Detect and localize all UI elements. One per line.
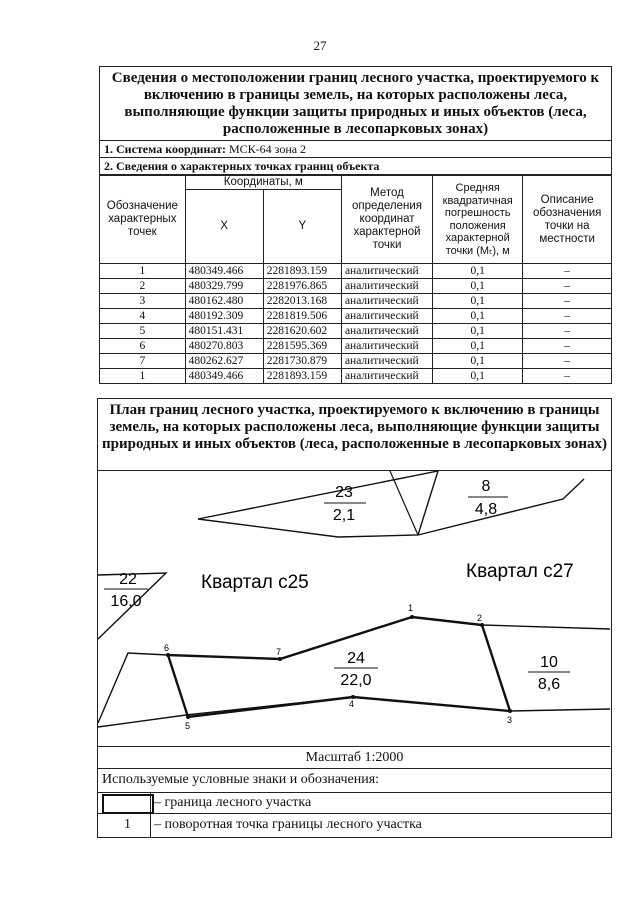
legend-divider	[150, 792, 151, 837]
turning-point-7-label: 7	[276, 647, 282, 657]
cell-description: –	[523, 339, 611, 354]
cell-description: –	[523, 264, 611, 279]
parcel-23-area: 2,1	[332, 507, 356, 524]
parcel-10-number: 10	[540, 654, 558, 671]
cell-x: 480262.627	[185, 354, 263, 369]
turning-point-6-label: 6	[164, 643, 170, 653]
cell-x: 480349.466	[185, 369, 263, 384]
cell-method: аналитический	[341, 279, 432, 294]
points-header: 2. Сведения о характерных точках границ объекта	[100, 158, 611, 175]
turning-point-3-label: 3	[507, 715, 513, 725]
table-row	[100, 369, 611, 384]
cell-method: аналитический	[341, 354, 432, 369]
table-row	[100, 324, 611, 339]
cell-point: 6	[100, 339, 185, 354]
cell-y: 2281819.506	[263, 309, 341, 324]
cell-error: 0,1	[433, 324, 523, 339]
turning-point-4-label: 4	[349, 699, 355, 709]
scale-label: Масштаб 1:2000	[98, 747, 611, 769]
cell-description: –	[523, 354, 611, 369]
cell-y: 2281620.602	[263, 324, 341, 339]
col-description-header: Описание обозначения точки на местности	[523, 176, 611, 264]
kvartal-c27-label: Квартал с27	[466, 561, 574, 582]
legend-boundary-text: – граница лесного участка	[154, 795, 312, 810]
cell-point: 5	[100, 324, 185, 339]
cell-point: 1	[100, 369, 185, 384]
turning-point-1	[410, 615, 414, 619]
boundary-info-section	[99, 66, 612, 384]
parcel-8-boundary	[418, 479, 584, 535]
cell-y: 2281730.879	[263, 354, 341, 369]
cell-error: 0,1	[433, 369, 523, 384]
table-row	[100, 339, 611, 354]
cell-x: 480151.431	[185, 324, 263, 339]
page-number: 27	[313, 38, 327, 53]
turning-point-6	[166, 653, 170, 657]
table-row	[100, 309, 611, 324]
cell-method: аналитический	[341, 294, 432, 309]
cell-description: –	[523, 279, 611, 294]
plan-section	[97, 398, 612, 838]
boundary-symbol	[102, 794, 154, 814]
turning-point-7	[278, 657, 282, 661]
points-table	[100, 175, 611, 383]
cell-x: 480192.309	[185, 309, 263, 324]
cell-description: –	[523, 309, 611, 324]
parcel-8-area: 4,8	[474, 501, 498, 518]
turning-point-1-label: 1	[408, 603, 414, 613]
cell-error: 0,1	[433, 309, 523, 324]
cell-x: 480270.803	[185, 339, 263, 354]
cell-point: 4	[100, 309, 185, 324]
turning-point-3	[508, 709, 512, 713]
cell-error: 0,1	[433, 294, 523, 309]
cell-y: 2281976.865	[263, 279, 341, 294]
cell-y: 2281893.159	[263, 264, 341, 279]
cell-method: аналитический	[341, 369, 432, 384]
cell-description: –	[523, 324, 611, 339]
table-row	[100, 264, 611, 279]
section2-title: План границ лесного участка, проектируемого к включению в границы земель, на которых расположены леса, выполняющие функции защиты природных и иных объектов (леса, расположенные в лесопарковых зонах)	[98, 399, 611, 471]
table-row	[100, 294, 611, 309]
turning-point-5-label: 5	[185, 721, 191, 731]
parcel-8-number: 8	[481, 478, 491, 495]
turning-point-2-label: 2	[477, 613, 483, 623]
cell-method: аналитический	[341, 324, 432, 339]
cell-method: аналитический	[341, 309, 432, 324]
cell-point: 2	[100, 279, 185, 294]
table-row	[100, 279, 611, 294]
legend-point-text: – поворотная точка границы лесного участка	[154, 817, 422, 832]
legend-row-boundary	[98, 792, 611, 814]
cell-point: 1	[100, 264, 185, 279]
cell-error: 0,1	[433, 279, 523, 294]
plan-map	[98, 471, 610, 747]
cell-method: аналитический	[341, 264, 432, 279]
kvartal-c25-label: Квартал с25	[201, 572, 309, 593]
col-coords-header: Координаты, м	[185, 176, 341, 190]
cell-x: 480329.799	[185, 279, 263, 294]
parcel-22-number: 22	[119, 571, 137, 588]
coord-system-row	[100, 141, 611, 158]
col-x-header: X	[185, 190, 263, 264]
col-y-header: Y	[263, 190, 341, 264]
forest-plot-boundary	[168, 617, 510, 717]
cell-method: аналитический	[341, 339, 432, 354]
cell-point: 3	[100, 294, 185, 309]
col-error-header: Средняя квадратичная погрешность положения характерной точки (Mₜ), м	[433, 176, 523, 264]
cell-error: 0,1	[433, 354, 523, 369]
parcel-24-area: 22,0	[340, 672, 372, 689]
coord-system-value: МСК-64 зона 2	[228, 142, 307, 156]
cell-y: 2281893.159	[263, 369, 341, 384]
col-method-header: Метод определения координат характерной точки	[341, 176, 432, 264]
parcel-10-area: 8,6	[537, 676, 561, 693]
cell-error: 0,1	[433, 264, 523, 279]
table-row	[100, 354, 611, 369]
cell-description: –	[523, 369, 611, 384]
col-point-header: Обозначение характерных точек	[100, 176, 185, 264]
turning-point-2	[480, 623, 484, 627]
section1-title: Сведения о местоположении границ лесного участка, проектируемого к включению в границы земель, на которых расположены леса, выполняющие функции защиты природных и иных объектов (леса, расположенные в лесопарковых зонах)	[100, 67, 611, 141]
turning-point-5	[186, 715, 190, 719]
cell-y: 2282013.168	[263, 294, 341, 309]
cell-description: –	[523, 294, 611, 309]
legend-title: Используемые условные знаки и обозначения:	[102, 772, 380, 787]
parcel-divider-23-8	[390, 471, 418, 535]
cell-error: 0,1	[433, 339, 523, 354]
plan-map-svg	[98, 471, 610, 747]
coord-system-label: 1. Система координат:	[104, 142, 226, 156]
parcel-23-boundary	[198, 471, 438, 537]
cell-x: 480349.466	[185, 264, 263, 279]
cell-point: 7	[100, 354, 185, 369]
legend-point-number: 1	[124, 817, 131, 832]
cell-y: 2281595.369	[263, 339, 341, 354]
cell-x: 480162.480	[185, 294, 263, 309]
parcel-22-area: 16,0	[110, 593, 142, 610]
parcel-24-number: 24	[347, 650, 365, 667]
parcel-23-number: 23	[335, 484, 353, 501]
